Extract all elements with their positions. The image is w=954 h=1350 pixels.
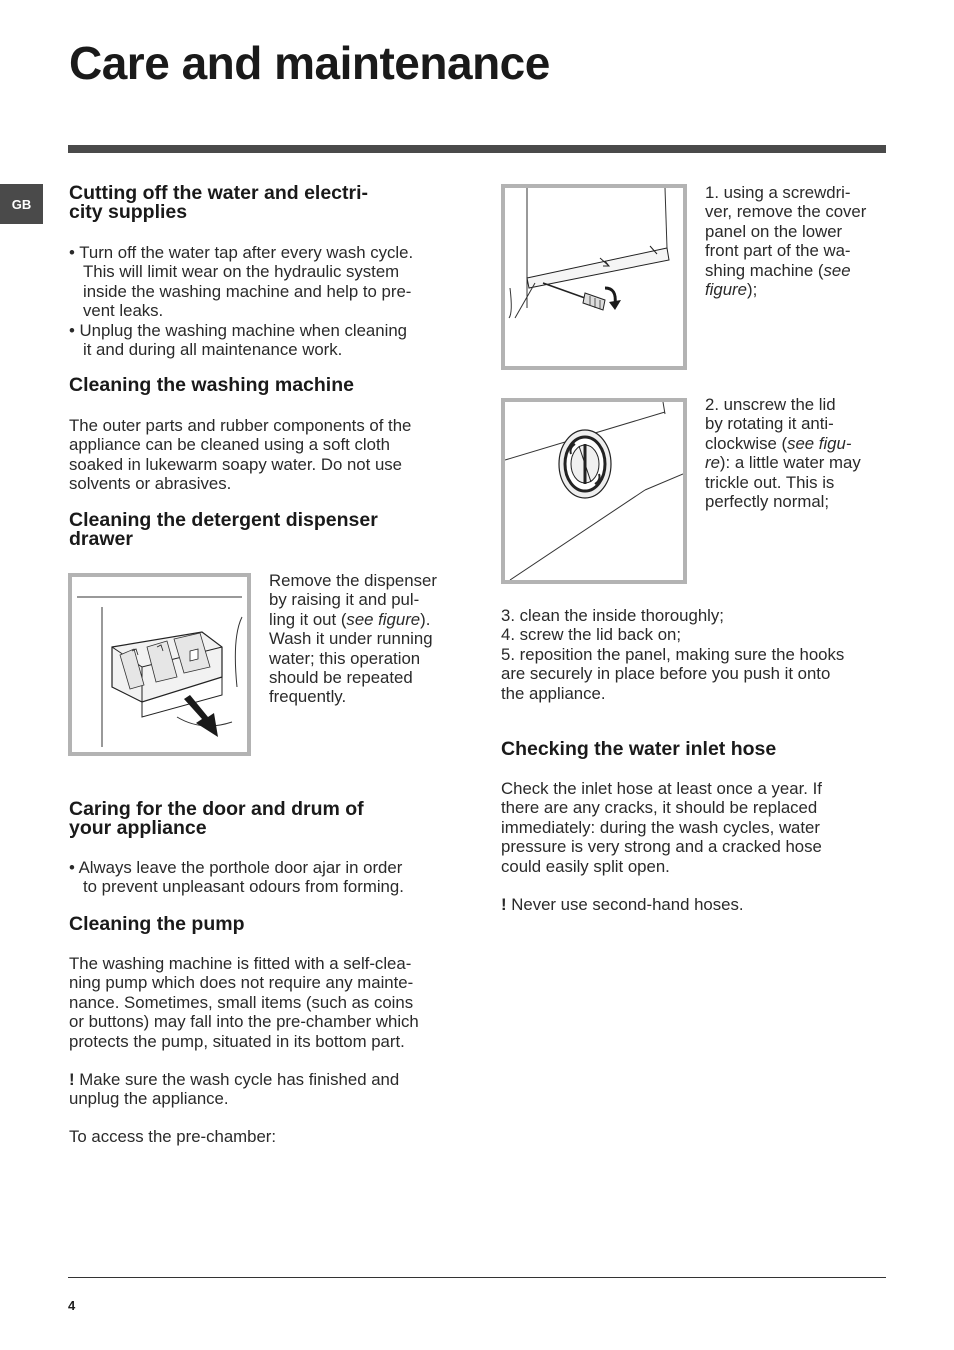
section-heading: city supplies: [69, 201, 188, 223]
section-heading: Cleaning the washing machine: [69, 374, 354, 396]
body-line: by raising it and pul-: [269, 590, 420, 610]
dispenser-drawer-figure: [68, 573, 251, 756]
body-line: panel on the lower: [705, 221, 843, 241]
list-item-text: it and during all maintenance work.: [83, 340, 343, 360]
body-text: shing machine (: [705, 260, 824, 280]
screwdriver-panel-illustration: [505, 188, 683, 366]
header-rule: [68, 145, 886, 153]
warning-line: unplug the appliance.: [69, 1089, 229, 1109]
body-line: nance. Sometimes, small items (such as coins: [69, 992, 414, 1012]
body-line: are securely in place before you push it onto: [501, 664, 831, 684]
figure-reference: figure: [705, 280, 747, 300]
section-door-drum: [69, 800, 469, 838]
page-number: 4: [68, 1298, 76, 1313]
body-line: should be repeated: [269, 668, 413, 688]
list-item: • Turn off the water tap after every wash cycle.: [69, 243, 414, 262]
section-heading: Checking the water inlet hose: [501, 738, 777, 760]
body-line: by rotating it anti-: [705, 414, 834, 434]
section-heading: Cutting off the water and electri-: [69, 182, 369, 204]
warning-icon: !: [69, 1070, 75, 1089]
list-item-text: inside the washing machine and help to pre-: [83, 281, 412, 301]
section-dispenser: [69, 511, 469, 549]
warning-icon: !: [501, 895, 507, 914]
figure-reference: see figure: [346, 609, 421, 629]
body-line: 5. reposition the panel, making sure the hooks: [501, 644, 845, 664]
figure-reference: see: [823, 260, 851, 280]
body-line: ver, remove the cover: [705, 202, 867, 222]
access-instruction: To access the pre-chamber:: [69, 1127, 277, 1146]
step2-text: [705, 395, 890, 511]
step1-text: [705, 183, 890, 299]
body-line: The washing machine is fitted with a self-clea-: [69, 954, 412, 973]
body-line: [705, 261, 890, 280]
footer-rule: [68, 1277, 886, 1278]
list-item-text: vent leaks.: [83, 301, 164, 321]
warning-text: Never use second-hand hoses.: [506, 895, 744, 914]
body-line: The outer parts and rubber components of the: [69, 416, 412, 435]
body-line: 2. unscrew the lid: [705, 395, 836, 414]
body-line: Wash it under running: [269, 629, 433, 649]
cutoff-bullets: [69, 243, 469, 359]
body-line: Remove the dispenser: [269, 571, 437, 590]
body-line: frequently.: [269, 687, 347, 707]
language-tab: GB: [0, 184, 43, 224]
section-heading: Cleaning the pump: [69, 913, 245, 935]
body-line: or buttons) may fall into the pre-chamber which: [69, 1012, 419, 1032]
body-text: ).: [420, 609, 431, 629]
body-line: [705, 434, 890, 453]
body-text: );: [746, 280, 758, 300]
warning-line: [69, 1070, 469, 1089]
body-line: 3. clean the inside thoroughly;: [501, 606, 724, 625]
pump-lid-figure: [501, 398, 687, 584]
door-drum-bullets: [69, 858, 469, 897]
body-text: ling it out (: [269, 609, 347, 629]
body-line: water; this operation: [269, 648, 421, 668]
figure-reference: re: [705, 453, 720, 473]
dispenser-body: [269, 571, 469, 707]
body-text: ):: [719, 453, 731, 473]
body-line: 4. screw the lid back on;: [501, 625, 682, 645]
list-item-text: to prevent unpleasant odours from forming.: [83, 877, 404, 897]
section-heading: drawer: [69, 528, 133, 550]
body-line: appliance can be cleaned using a soft cloth: [69, 435, 390, 455]
body-line: 1. using a screwdri-: [705, 183, 851, 202]
body-line: soaked in lukewarm soapy water. Do not use: [69, 454, 403, 474]
inlet-hose-body: [501, 779, 891, 876]
pump-warning: [69, 1070, 469, 1109]
list-item: • Unplug the washing machine when cleaning: [69, 320, 407, 340]
figure-reference: see figu-: [787, 433, 852, 453]
body-line: protects the pump, situated in its bottom part.: [69, 1031, 405, 1051]
pump-body: [69, 954, 469, 1051]
body-line: [705, 453, 890, 472]
warning-text: Make sure the wash cycle has finished and: [74, 1070, 400, 1089]
steps-rest: [501, 606, 891, 703]
body-line: ning pump which does not require any mainte-: [69, 973, 414, 993]
page-title: Care and maintenance: [69, 37, 550, 89]
cleaning-machine-body: [69, 416, 469, 494]
body-line: immediately: during the wash cycles, water: [501, 817, 820, 837]
body-line: pressure is very strong and a cracked hose: [501, 837, 822, 857]
body-line: [705, 280, 890, 299]
section-heading: Cleaning the detergent dispenser: [69, 509, 378, 531]
body-line: could easily split open.: [501, 856, 670, 876]
body-text: clockwise (: [705, 433, 788, 453]
body-line: front part of the wa-: [705, 241, 851, 261]
inlet-hose-warning: [501, 895, 744, 914]
body-text: a little water may: [730, 453, 861, 473]
list-item-text: This will limit wear on the hydraulic system: [83, 262, 400, 282]
section-heading: Caring for the door and drum of: [69, 798, 364, 820]
pump-lid-illustration: [505, 402, 683, 580]
dispenser-drawer-illustration: [72, 577, 247, 752]
body-line: there are any cracks, it should be replaced: [501, 798, 818, 818]
body-line: perfectly normal;: [705, 492, 830, 512]
body-line: the appliance.: [501, 683, 606, 703]
body-line: [269, 610, 469, 629]
list-item: • Always leave the porthole door ajar in order: [69, 858, 403, 877]
body-line: solvents or abrasives.: [69, 474, 232, 494]
section-cutoff: [69, 184, 459, 222]
body-line: trickle out. This is: [705, 472, 835, 492]
section-heading: your appliance: [69, 817, 207, 839]
body-line: Check the inlet hose at least once a year. If: [501, 779, 822, 798]
cover-panel-figure: [501, 184, 687, 370]
